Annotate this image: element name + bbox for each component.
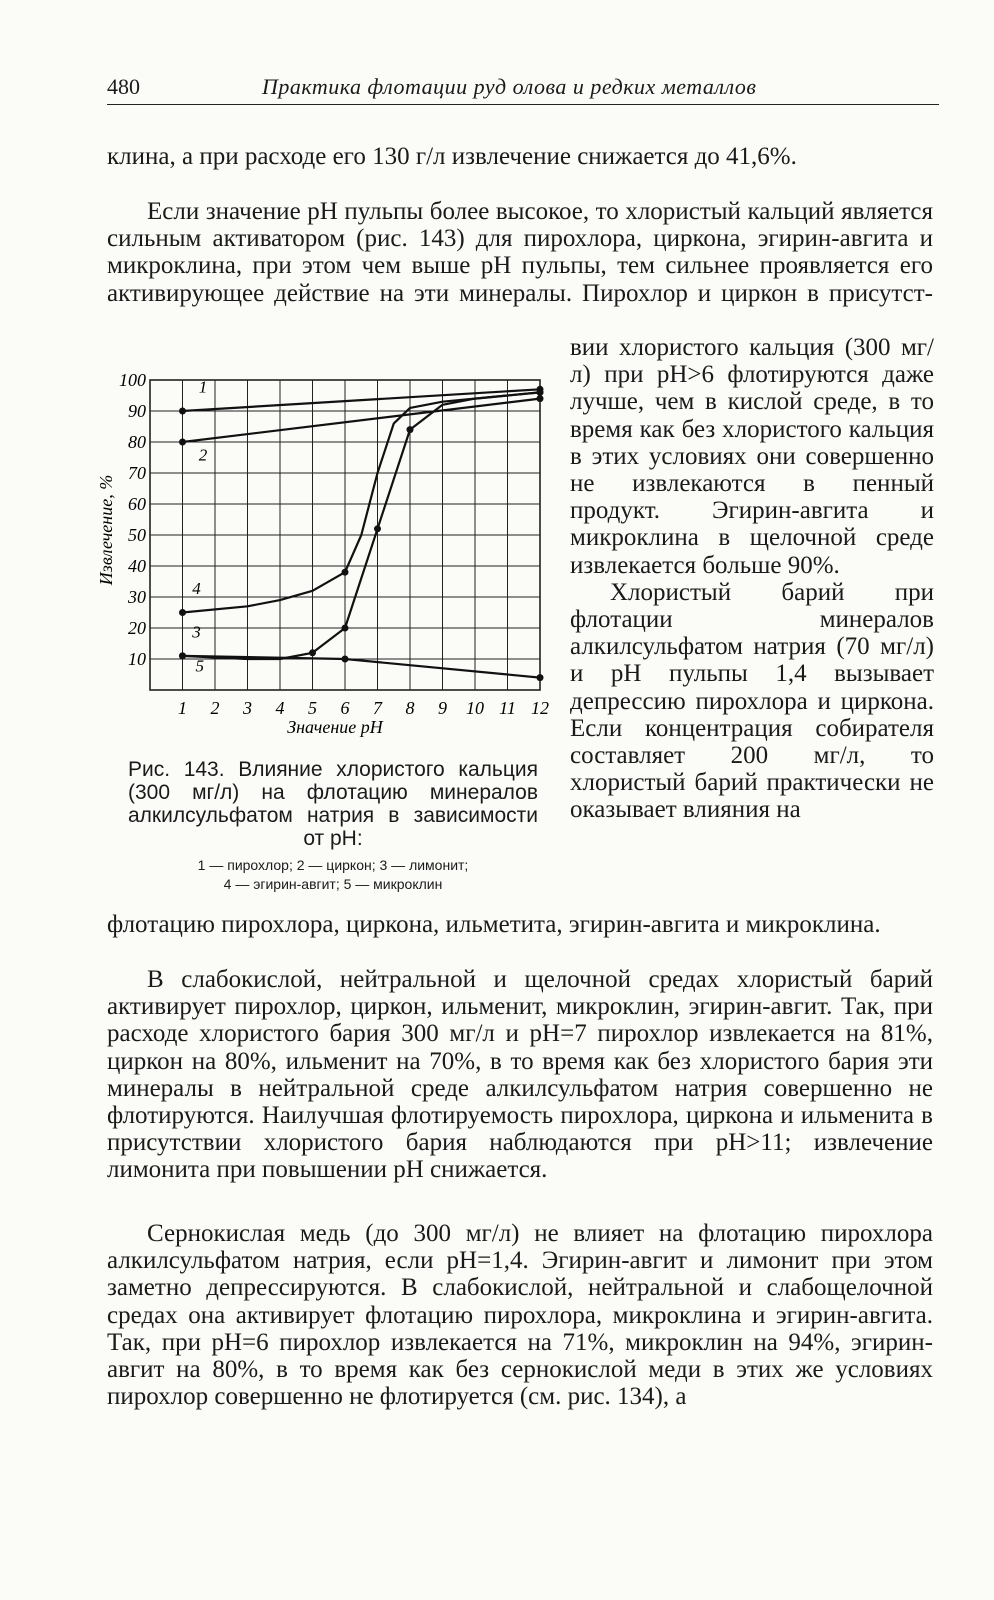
figure-caption bbox=[128, 758, 538, 894]
x-axis-label: Значение pH bbox=[287, 717, 383, 737]
data-point bbox=[309, 649, 316, 656]
data-point bbox=[342, 625, 349, 632]
x-tick-label: 2 bbox=[210, 698, 220, 718]
series-line-1 bbox=[183, 389, 541, 411]
data-point bbox=[179, 439, 186, 446]
data-point bbox=[407, 426, 414, 433]
paragraph-text: вии хлористого кальция (300 мг/л) при pH>6 флотируются даже лучше, чем в кислой среде, в то время как без хлористого кальция в этих условиях они совершенно не извлекаются в пенный продукт. Эгирин-авгита и микроклина в щелочной среде извлекается больше 90%. bbox=[570, 334, 934, 579]
y-tick-label: 30 bbox=[128, 587, 146, 607]
side-column bbox=[570, 334, 934, 824]
x-tick-label: 10 bbox=[466, 698, 484, 718]
x-tick-label: 12 bbox=[531, 698, 549, 718]
x-tick-label: 1 bbox=[178, 698, 187, 718]
y-tick-label: 40 bbox=[128, 556, 146, 576]
running-title: Практика флотации руд олова и редких металлов bbox=[262, 74, 757, 99]
x-tick-label: 7 bbox=[373, 698, 382, 718]
series-line-2 bbox=[183, 399, 541, 442]
x-tick-label: 4 bbox=[275, 698, 285, 718]
legend-line-1: 1 — пирохлор; 2 — циркон; 3 — лимонит; bbox=[197, 857, 469, 873]
series-label-2: 2 bbox=[198, 445, 208, 465]
y-tick-label: 50 bbox=[128, 525, 146, 545]
data-point bbox=[342, 569, 349, 576]
data-point bbox=[537, 395, 544, 402]
x-tick-label: 5 bbox=[308, 698, 317, 718]
caption-text: Рис. 143. Влияние хлористого кальция (300 мг/л) на флотацию минералов алкилсульфатом натрия в зависимости от pH: bbox=[128, 758, 538, 850]
paragraph-copper bbox=[107, 1220, 933, 1410]
series-label-1: 1 bbox=[198, 377, 208, 397]
legend-line-2: 4 — эгирин-авгит; 5 — микроклин bbox=[223, 876, 443, 892]
x-tick-label: 3 bbox=[243, 698, 252, 718]
series-label-4: 4 bbox=[192, 578, 201, 598]
data-point bbox=[342, 656, 349, 663]
data-point bbox=[179, 408, 186, 415]
y-tick-label: 10 bbox=[128, 649, 146, 669]
data-point bbox=[179, 609, 186, 616]
y-tick-label: 90 bbox=[128, 401, 146, 421]
paragraph-continuation bbox=[107, 911, 933, 938]
y-tick-label: 100 bbox=[119, 370, 146, 390]
paragraph-text: Сернокислая медь (до 300 мг/л) не влияет на флотацию пирохлора алкилсульфатом натрия, если pH=1,4. Эгирин-авгит и лимонит при этом заметно депрессируются. В слабокислой, нейтральной и слабощелочной средах она активирует флотацию пирохлора, микроклина и эгирин-авгита. Так, при pH=6 пирохлор извлекается на 71%, микроклин на 94%, эгирин-авгит на 80%, в то время как без сернокислой меди в этих же условиях пирохлор совершенно не флотируется (см. рис. 134), а bbox=[107, 1220, 933, 1411]
chart-grid bbox=[150, 380, 540, 690]
data-point bbox=[537, 674, 544, 681]
y-tick-label: 60 bbox=[128, 494, 146, 514]
y-tick-label: 80 bbox=[128, 432, 146, 452]
paragraph-weak-acid bbox=[107, 966, 933, 1184]
chart-ticks bbox=[119, 370, 549, 718]
x-tick-label: 11 bbox=[499, 698, 516, 718]
caption-legend bbox=[128, 856, 538, 894]
paragraph-text: В слабокислой, нейтральной и щелочной средах хлористый барий активирует пирохлор, циркон, ильменит, микроклин, эгирин-авгит. Так, при расходе хлористого бария 300 мг/л и pH=7 пирохлор извлекается на 81%, циркон на 80%, ильменит на 70%, в то время как без хлористого бария эти минералы в нейтральной среде алкилсульфатом натрия совершенно не флотируются. Наилучшая флотируемость пирохлора, циркона и ильменита в присутствии хлористого бария наблюдаются при pH>11; извлечение лимонита при повышении pH снижается. bbox=[107, 966, 933, 1184]
series-label-3: 3 bbox=[192, 622, 201, 642]
x-tick-label: 6 bbox=[340, 698, 350, 718]
data-point bbox=[179, 652, 186, 659]
paragraph-text: клина, а при расходе его 130 г/л извлечение снижается до 41,6%. bbox=[107, 143, 797, 170]
figure-143-chart bbox=[90, 360, 560, 760]
paragraph-barium: Хлористый барий при флотации минералов алкилсульфатом натрия (70 мг/л) и pH пульпы 1,4 вызывает депрессию пирохлора и циркона. Если концентрация собирателя составляет 200 мг/л, то хлористый барий практически не оказывает влияния на bbox=[570, 578, 934, 824]
data-point bbox=[374, 525, 381, 532]
y-axis-label: Извлечение, % bbox=[96, 474, 116, 586]
y-tick-label: 70 bbox=[128, 463, 146, 483]
x-tick-label: 8 bbox=[405, 698, 415, 718]
page-number: 480 bbox=[107, 74, 140, 99]
y-tick-label: 20 bbox=[128, 618, 146, 638]
series-label-5: 5 bbox=[195, 656, 204, 676]
series-line-3 bbox=[183, 392, 541, 659]
paragraph-text: Если значение pH пульпы более высокое, то хлористый кальций является сильным активатором (рис. 143) для пирохлора, циркона, эгирин-авгита и микроклина, при этом чем выше pH пульпы, тем сильнее проявляется его активирующее действие на эти минералы. Пирохлор и циркон в присутст- bbox=[107, 198, 933, 307]
x-tick-label: 9 bbox=[438, 698, 447, 718]
data-point bbox=[537, 389, 544, 396]
page-header bbox=[107, 70, 939, 105]
chart-series bbox=[179, 377, 544, 681]
paragraph-calcium bbox=[107, 198, 933, 307]
paragraph-continued bbox=[107, 143, 933, 170]
paragraph-text: флотацию пирохлора, циркона, ильметита, эгирин-авгита и микроклина. bbox=[107, 911, 881, 938]
